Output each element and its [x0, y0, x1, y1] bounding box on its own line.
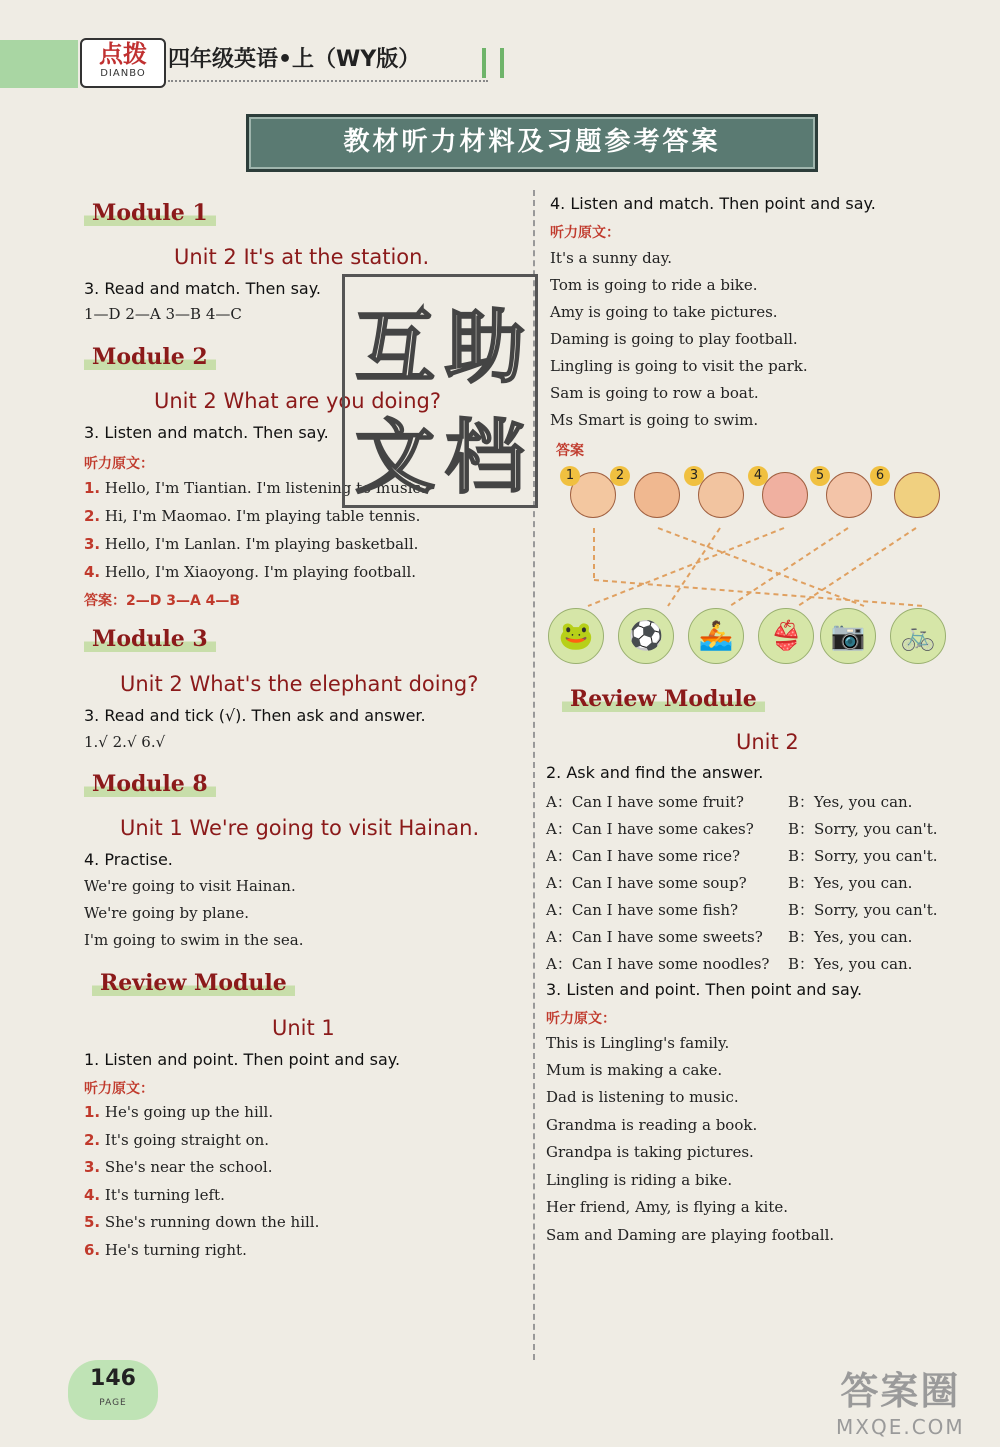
qa-question: A：Can I have some sweets? — [546, 928, 763, 946]
qa-answer: B：Sorry, you can't. — [788, 901, 938, 919]
character-faces-row — [548, 466, 948, 526]
qa-question: A：Can I have some fish? — [546, 901, 739, 919]
header-green-bar — [0, 40, 78, 88]
review-unit-2: Unit 2 — [736, 730, 799, 754]
transcript-line: Lingling is going to visit the park. — [550, 357, 808, 375]
module-8-instruction: 4. Practise. — [84, 850, 173, 869]
camera-icon: 📷 — [820, 608, 876, 664]
character-face — [894, 472, 940, 518]
module-1-heading: Module 1 — [84, 200, 216, 226]
module-1-instruction: 3. Read and match. Then say. — [84, 279, 321, 298]
picnic-icon: 🐸 — [548, 608, 604, 664]
stamp-char: 助 — [445, 301, 525, 394]
module-3-answer: 1.√ 2.√ 6.√ — [84, 733, 166, 751]
face-number: 4 — [748, 466, 768, 486]
page-label: PAGE — [99, 1398, 127, 1408]
header-dotted-line — [168, 80, 488, 82]
transcript-line: 2. Hi, I'm Maomao. I'm playing table tennis. — [84, 507, 421, 525]
review-unit-2-instruction: 2. Ask and find the answer. — [546, 763, 764, 782]
transcript-line: Sam is going to row a boat. — [550, 384, 759, 402]
review-unit-1: Unit 1 — [272, 1016, 335, 1040]
transcript-line: 6. He's turning right. — [84, 1241, 247, 1259]
transcript-line: 5. She's running down the hill. — [84, 1213, 320, 1231]
module-8-unit: Unit 1 We're going to visit Hainan. — [120, 816, 480, 840]
stamp-char: 档 — [445, 411, 525, 504]
transcript-line: 3. She's near the school. — [84, 1158, 273, 1176]
transcript-line: 1. He's going up the hill. — [84, 1103, 274, 1121]
face-number: 1 — [560, 466, 580, 486]
transcript-line: Her friend, Amy, is flying a kite. — [546, 1198, 789, 1216]
transcript-line: Daming is going to play football. — [550, 330, 798, 348]
module-4-answer-tag: 答案 — [556, 443, 584, 459]
face-number: 3 — [684, 466, 704, 486]
transcript-line: Sam and Daming are playing football. — [546, 1226, 835, 1244]
page-number: 146 — [90, 1366, 136, 1391]
module-3-unit: Unit 2 What's the elephant doing? — [120, 672, 479, 696]
module-2-transcript-tag: 听力原文： — [84, 456, 154, 472]
transcript-line: Ms Smart is going to swim. — [550, 411, 759, 429]
module-2-heading: Module 2 — [84, 344, 216, 370]
module-1-unit: Unit 2 It's at the station. — [174, 245, 430, 269]
swimsuit-icon: 👙 — [758, 608, 814, 664]
transcript-line: Tom is going to ride a bike. — [550, 276, 758, 294]
qa-question: A：Can I have some cakes? — [546, 820, 754, 838]
watermark-stamp — [342, 274, 538, 508]
module-3-instruction: 3. Read and tick (√). Then ask and answer. — [84, 706, 426, 725]
qa-answer: B：Yes, you can. — [788, 793, 913, 811]
module-2-unit: Unit 2 What are you doing? — [154, 389, 442, 413]
transcript-line: Mum is making a cake. — [546, 1061, 723, 1079]
transcript-line: It's a sunny day. — [550, 249, 672, 267]
review-unit-1-instruction: 1. Listen and point. Then point and say. — [84, 1050, 401, 1069]
qa-answer: B：Yes, you can. — [788, 874, 913, 892]
module-2-instruction: 3. Listen and match. Then say. — [84, 423, 329, 442]
character-face — [762, 472, 808, 518]
module-3-heading: Module 3 — [84, 626, 216, 652]
football-icon: ⚽ — [618, 608, 674, 664]
review-unit-1-transcript-tag: 听力原文： — [84, 1081, 154, 1097]
stamp-char: 文 — [355, 411, 435, 504]
qa-answer: B：Sorry, you can't. — [788, 820, 938, 838]
boat-icon: 🚣 — [688, 608, 744, 664]
match-line — [658, 528, 864, 606]
module-4-instruction: 4. Listen and match. Then point and say. — [550, 194, 876, 213]
transcript-line: This is Lingling's family. — [546, 1034, 730, 1052]
stamp-char: 互 — [355, 301, 435, 394]
watermark-title: 答案圈 — [840, 1369, 961, 1413]
match-line — [798, 528, 916, 606]
qa-answer: B：Yes, you can. — [788, 928, 913, 946]
module-4-transcript-tag: 听力原文： — [550, 225, 620, 241]
book-title: 四年级英语•上（WY版） — [168, 47, 421, 72]
page-number-badge — [68, 1360, 158, 1420]
character-face — [826, 472, 872, 518]
qa-question: A：Can I have some noodles? — [546, 955, 770, 973]
module-1-answer: 1—D 2—A 3—B 4—C — [84, 305, 242, 323]
watermark-domain: MXQE.COM — [836, 1415, 965, 1439]
transcript-line: 3. Hello, I'm Lanlan. I'm playing basketball. — [84, 535, 419, 553]
qa-question: A：Can I have some rice? — [546, 847, 740, 865]
bicycle-icon: 🚲 — [890, 608, 946, 664]
matching-lines — [548, 520, 948, 610]
transcript-line: Grandpa is taking pictures. — [546, 1143, 754, 1161]
qa-question: A：Can I have some soup? — [546, 874, 747, 892]
face-number: 2 — [610, 466, 630, 486]
review-unit-2-instruction-3: 3. Listen and point. Then point and say. — [546, 980, 863, 999]
match-line — [588, 528, 784, 606]
character-face — [698, 472, 744, 518]
review-module-heading-right: Review Module — [562, 686, 765, 712]
module-2-answer: 答案：2—D 3—A 4—B — [84, 593, 241, 609]
transcript-line: Grandma is reading a book. — [546, 1116, 758, 1134]
practise-line: We're going to visit Hainan. — [84, 877, 296, 895]
brand-logo — [80, 38, 166, 88]
qa-answer: B：Yes, you can. — [788, 955, 913, 973]
module-8-heading: Module 8 — [84, 771, 216, 797]
logo-main: 点拨 — [99, 40, 147, 68]
page-banner: 教材听力材料及习题参考答案 — [246, 114, 818, 172]
transcript-line: Lingling is riding a bike. — [546, 1171, 733, 1189]
face-number: 5 — [810, 466, 830, 486]
practise-line: I'm going to swim in the sea. — [84, 931, 304, 949]
face-number: 6 — [870, 466, 890, 486]
qa-question: A：Can I have some fruit? — [546, 793, 744, 811]
transcript-line: 1. Hello, I'm Tiantian. I'm listening to music. — [84, 479, 426, 497]
logo-sub: DIANBO — [100, 68, 146, 79]
site-watermark — [836, 1360, 965, 1439]
transcript-line: 2. It's going straight on. — [84, 1131, 270, 1149]
review-unit-2-transcript-tag: 听力原文： — [546, 1011, 616, 1027]
practise-line: We're going by plane. — [84, 904, 249, 922]
character-face — [634, 472, 680, 518]
transcript-line: Amy is going to take pictures. — [550, 303, 778, 321]
activity-icons-row — [548, 608, 948, 664]
transcript-line: 4. It's turning left. — [84, 1186, 225, 1204]
header-bars-decoration — [482, 48, 504, 78]
match-line — [594, 580, 924, 606]
match-line — [668, 528, 720, 606]
qa-answer: B：Sorry, you can't. — [788, 847, 938, 865]
review-module-heading-left: Review Module — [92, 970, 295, 996]
transcript-line: Dad is listening to music. — [546, 1088, 739, 1106]
transcript-line: 4. Hello, I'm Xiaoyong. I'm playing football. — [84, 563, 417, 581]
